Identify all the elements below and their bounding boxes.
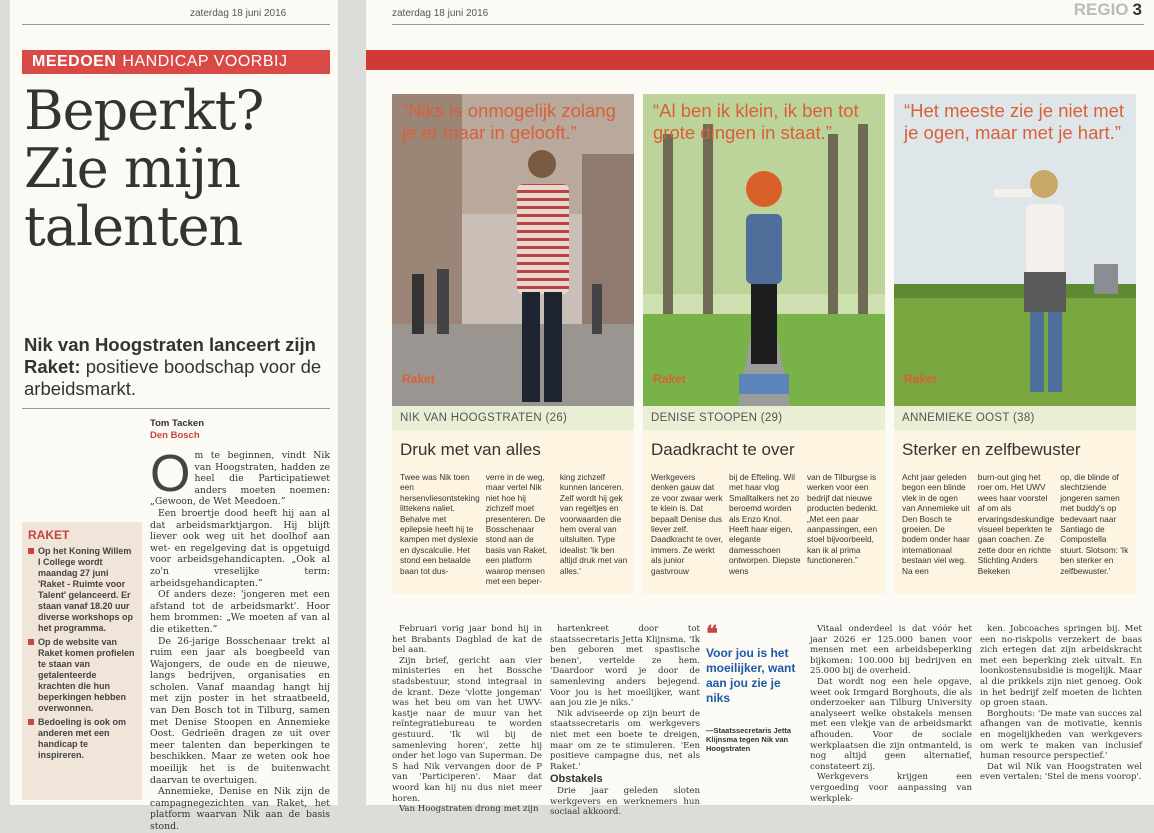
paragraph: Drie jaar geleden sloten werkgevers en werknemers hun sociaal akkoord.: [550, 785, 700, 818]
section-header: [1074, 0, 1142, 20]
profile-name: ANNEMIEKE OOST (38): [894, 406, 1136, 430]
profile-column: van de Tilburgse is werken voor een bedrijf dat nieuwe producten bedenkt. „Met een paar aanpassingen, een stoel bijvoorbeeld, kan ik al prima functioneren.”: [807, 472, 879, 566]
paragraph: Borghouts: 'De mate van succes zal afhangen van de motivatie, kennis en mogelijkheden van werkgevers om werk te maken van inclusief human resource perspectief.': [980, 708, 1142, 762]
raket-logo: Raket: [653, 372, 686, 386]
profile-column: Twee was Nik toen een hersenvliesontsteking littekens naliet. Behalve met epilepsie heeft hij te kampen met dyslexie en dyscalculie. Het stond een betaalde baan tot dus-: [400, 472, 480, 576]
headline: [24, 79, 334, 258]
pull-quote-text: Voor jou is het moeilijker, want aan jou zie je niks: [706, 646, 796, 705]
paragraph: De 26-jarige Bosschenaar trekt al ruim een jaar als boegbeeld van Wajongers, de oude en de nieuwe, langs bedrijven, organisaties en scholen. Vanaf maandag hangt hij met zijn poster in het straatbeeld, van Den Bosch tot in Tilburg, samen met Denise Stoopen en Annemieke Oost. Gedrieën dragen ze uit over meer talenten dan beperkingen te beschikken. Maar ze weten ook hoe moeilijk het is de buitenwacht daarvan te overtuigen.: [150, 635, 330, 786]
article-column: [980, 624, 1142, 783]
paragraph: m te beginnen, vindt Nik van Hoogstraten, hadden ze heel die Participatiewet anders moeten noemen: „Gewoon, de Wet Meedoen.”: [150, 450, 330, 508]
profile-photo: [894, 94, 1136, 406]
paragraph: hartenkreet door tot staatssecretaris Jetta Klijnsma. 'Ik ben geboren met spastische benen', vertelde ze hem. 'Daardoor word je door de samenleving anders bejegend. Voor jou is het moeilijker, want aan jou zie je niks.': [550, 624, 700, 709]
profile-name: DENISE STOOPEN (29): [643, 406, 885, 430]
paragraph: Vitaal onderdeel is dat vóór het jaar 2026 er 125.000 banen voor mensen met een arbeidsbeperking bijkomen: 100.000 bij bedrijven en 25.000 bij de overheid.: [810, 624, 972, 677]
profile-name: NIK VAN HOOGSTRATEN (26): [392, 406, 634, 430]
pull-quote-attribution: —Staatssecretaris Jetta Klijnsma tegen Nik van Hoogstraten: [706, 726, 792, 753]
page-date: zaterdag 18 juni 2016: [392, 8, 489, 19]
page-number: 3: [1132, 0, 1142, 19]
left-page: [10, 0, 338, 832]
info-box-item: Op het Koning Willem I College wordt maandag 27 juni 'Raket - Ruimte voor Talent' gelanceerd. Er staan vanaf 18.20 uur diverse workshops op het programma.: [28, 546, 136, 634]
byline: [150, 418, 204, 442]
profile-text: [651, 472, 879, 576]
paragraph: Nik adviseerde op zijn beurt de staatssecretaris om werkgevers niet met een boete te dreigen, maar om ze te stimuleren. 'Een positieve campagne dus, net als Raket.': [550, 708, 700, 772]
profile-quote: “Het meeste zie je niet met je ogen, maar met je hart.”: [904, 100, 1125, 143]
profile-title: Daadkracht te over: [651, 440, 795, 459]
profile-column: verre in de weg, maar vertel Nik niet hoe hij zichzelf moet presenteren. De Bosschenaar stond aan de basis van Raket, een platform waarop mensen met een beper-: [485, 472, 548, 587]
profile-panel: [894, 94, 1136, 594]
raket-logo: Raket: [402, 372, 435, 386]
subheadline: [24, 334, 334, 400]
section-name: REGIO: [1073, 0, 1129, 19]
profile-column: king zichzelf kunnen lanceren. Zelf wordt hij gek van regeltjes en voorwaarden die hem overal van uitsluiten. Type idealist: 'Ik ben altijd druk met van alles.': [559, 472, 628, 576]
quote-mark-icon: ❝: [706, 621, 718, 646]
paragraph: Of anders deze: 'jongeren met een afstand tot de arbeidsmarkt'. Hoor hem brommen: „We moeten af van al die etiketten.”: [150, 589, 330, 635]
paragraph: Dat wil Nik van Hoogstraten wel even vertalen: 'Stel de mens voorop'.: [980, 761, 1142, 783]
profile-panel: [392, 94, 634, 594]
sub-rule: [22, 408, 330, 409]
profile-quote: “Niks is onmogelijk zolang je er maar in gelooft.”: [402, 100, 616, 143]
paragraph: Een broertje dood heeft hij aan al dat arbeidsmarktjargon. Hij blijft liever ook weg uit het doolhof aan wet- en regelgeving dat is opgetuigd voor arbeidsgehandicapten. „Ook al zo'n vreselijke term: arbeidsgehandicapten.”: [150, 507, 330, 589]
red-banner: [366, 50, 1154, 70]
headline-line: Beperkt?: [24, 79, 264, 142]
info-box-item: Bedoeling is ook om anderen met een handicap te inspireren.: [28, 717, 136, 761]
paragraph: Annemieke, Denise en Nik zijn de campagnegezichten van Raket, het platform waarvan Nik aan de basis stond.: [150, 786, 330, 832]
dateline-city: Den Bosch: [150, 430, 200, 441]
headline-line: Zie mijn: [24, 137, 240, 200]
info-box: [22, 522, 142, 800]
profile-quote: “Al ben ik klein, ik ben tot grote dingen in staat.”: [653, 100, 859, 143]
raket-logo: Raket: [904, 372, 937, 386]
profile-text: [400, 472, 628, 586]
article-column: [550, 624, 700, 818]
subhead-rest: positieve boodschap voor de arbeidsmarkt.: [24, 356, 322, 399]
profile-text: [902, 472, 1130, 576]
top-rule: [22, 24, 330, 25]
page-date: zaterdag 18 juni 2016: [190, 8, 287, 19]
article-body: [150, 445, 330, 833]
profile-panel: [643, 94, 885, 594]
drop-cap: O: [150, 445, 191, 503]
profile-column: op, die blinde of slechtziende jongeren samen met buddy's op bedevaart naar Santiago de Compostella stuurt. Slotsom: 'Ik ben sterker en zelfbewuster.': [1060, 472, 1129, 576]
subheading: Obstakels: [550, 773, 603, 786]
profile-title: Druk met van alles: [400, 440, 541, 459]
subhead-bold: Nik van Hoogstraten lanceert zijn Raket:: [24, 334, 316, 377]
profile-column: bij de Efteling. Wil met haar vlog Smalltalkers net zo beroemd worden als Enzo Knol. Heeft haar eigen, elegante damesschoen ontworpen. Diepste wens: [729, 472, 801, 576]
author: Tom Tacken: [150, 418, 205, 429]
info-box-item: Op de website van Raket komen profielen te staan van getalenteerde krachten die hun beperkingen hebben overwonnen.: [28, 637, 136, 714]
paragraph: ken. Jobcoaches springen bij. Met een no-riskpolis verzekert de baas zich ertegen dat zijn arbeidskracht met een beperking ziek uitvalt. En loonkostensubsidie is mogelijk. Maar al die prikkels zijn niet genoeg. Ook in het bedrijf zelf moeten de lichten op groen staan.: [980, 624, 1142, 709]
paragraph: Werkgevers krijgen een vergoeding voor aanpassing van werkplek-: [810, 772, 972, 804]
article-column: [810, 624, 972, 804]
paragraph: Februari vorig jaar bond hij in het Brabants Dagblad de kat de bel aan.: [392, 624, 542, 656]
paragraph: Van Hoogstraten drong met zijn: [399, 804, 539, 815]
tag-bold: MEEDOEN: [32, 53, 117, 70]
pull-quote: [706, 621, 800, 799]
paragraph: Zijn brief, gericht aan vier ministeries en het Bossche stadsbestuur, stond integraal in de krant. Deze 'vlotte jongeman' was het beu om van het UWV-kastje naar de muur van het reïntegratiebureau te worden gestuurd. 'Ik wil bij de samenleving horen', zette hij onder het logo van Superman. De S had Nik vervangen door de P van 'Participeren'. Maar dat woord kan hij nu dus niet meer horen.: [392, 655, 542, 804]
profile-column: Werkgevers denken gauw dat ze voor zwaar werk te klein is. Dat bepaalt Denise dus liever zelf. Daadkracht te over, immers. Ze werkt als junior gastvrouw: [651, 472, 723, 576]
profile-photo: [643, 94, 885, 406]
section-tag: [22, 50, 330, 74]
profile-title: Sterker en zelfbewuster: [902, 440, 1081, 459]
profile-column: Acht jaar geleden begon een blinde vlek in de ogen van Annemieke uit Den Bosch te groeien. De bodem onder haar internationaal bestaan viel weg. Na een: [902, 472, 970, 576]
paragraph: Dat wordt nog een hele opgave, weet ook Irmgard Borghouts, die als onderzoeker aan Tilburg University analyseert welke obstakels mensen met een vlekje van de arbeidsmarkt afhouden. Voor de sociale werkplaatsen die zijn ontmanteld, is nog altijd geen alternatief, constateert zij.: [810, 676, 972, 772]
profile-photo: [392, 94, 634, 406]
profile-column: burn-out ging het roer om. Het UWV wees haar voorstel af om als ervaringsdeskundige visueel beperkten te gaan coachen. Ze zette door en richtte Stichting Anders Bekeken: [977, 472, 1055, 576]
tag-rest: HANDICAP VOORBIJ: [122, 53, 288, 70]
article-column: [392, 624, 542, 815]
info-box-title: RAKET: [28, 528, 70, 542]
right-page: [366, 0, 1154, 818]
top-rule: [392, 24, 1144, 25]
page-gutter: [338, 0, 366, 805]
headline-line: talenten: [24, 195, 243, 258]
